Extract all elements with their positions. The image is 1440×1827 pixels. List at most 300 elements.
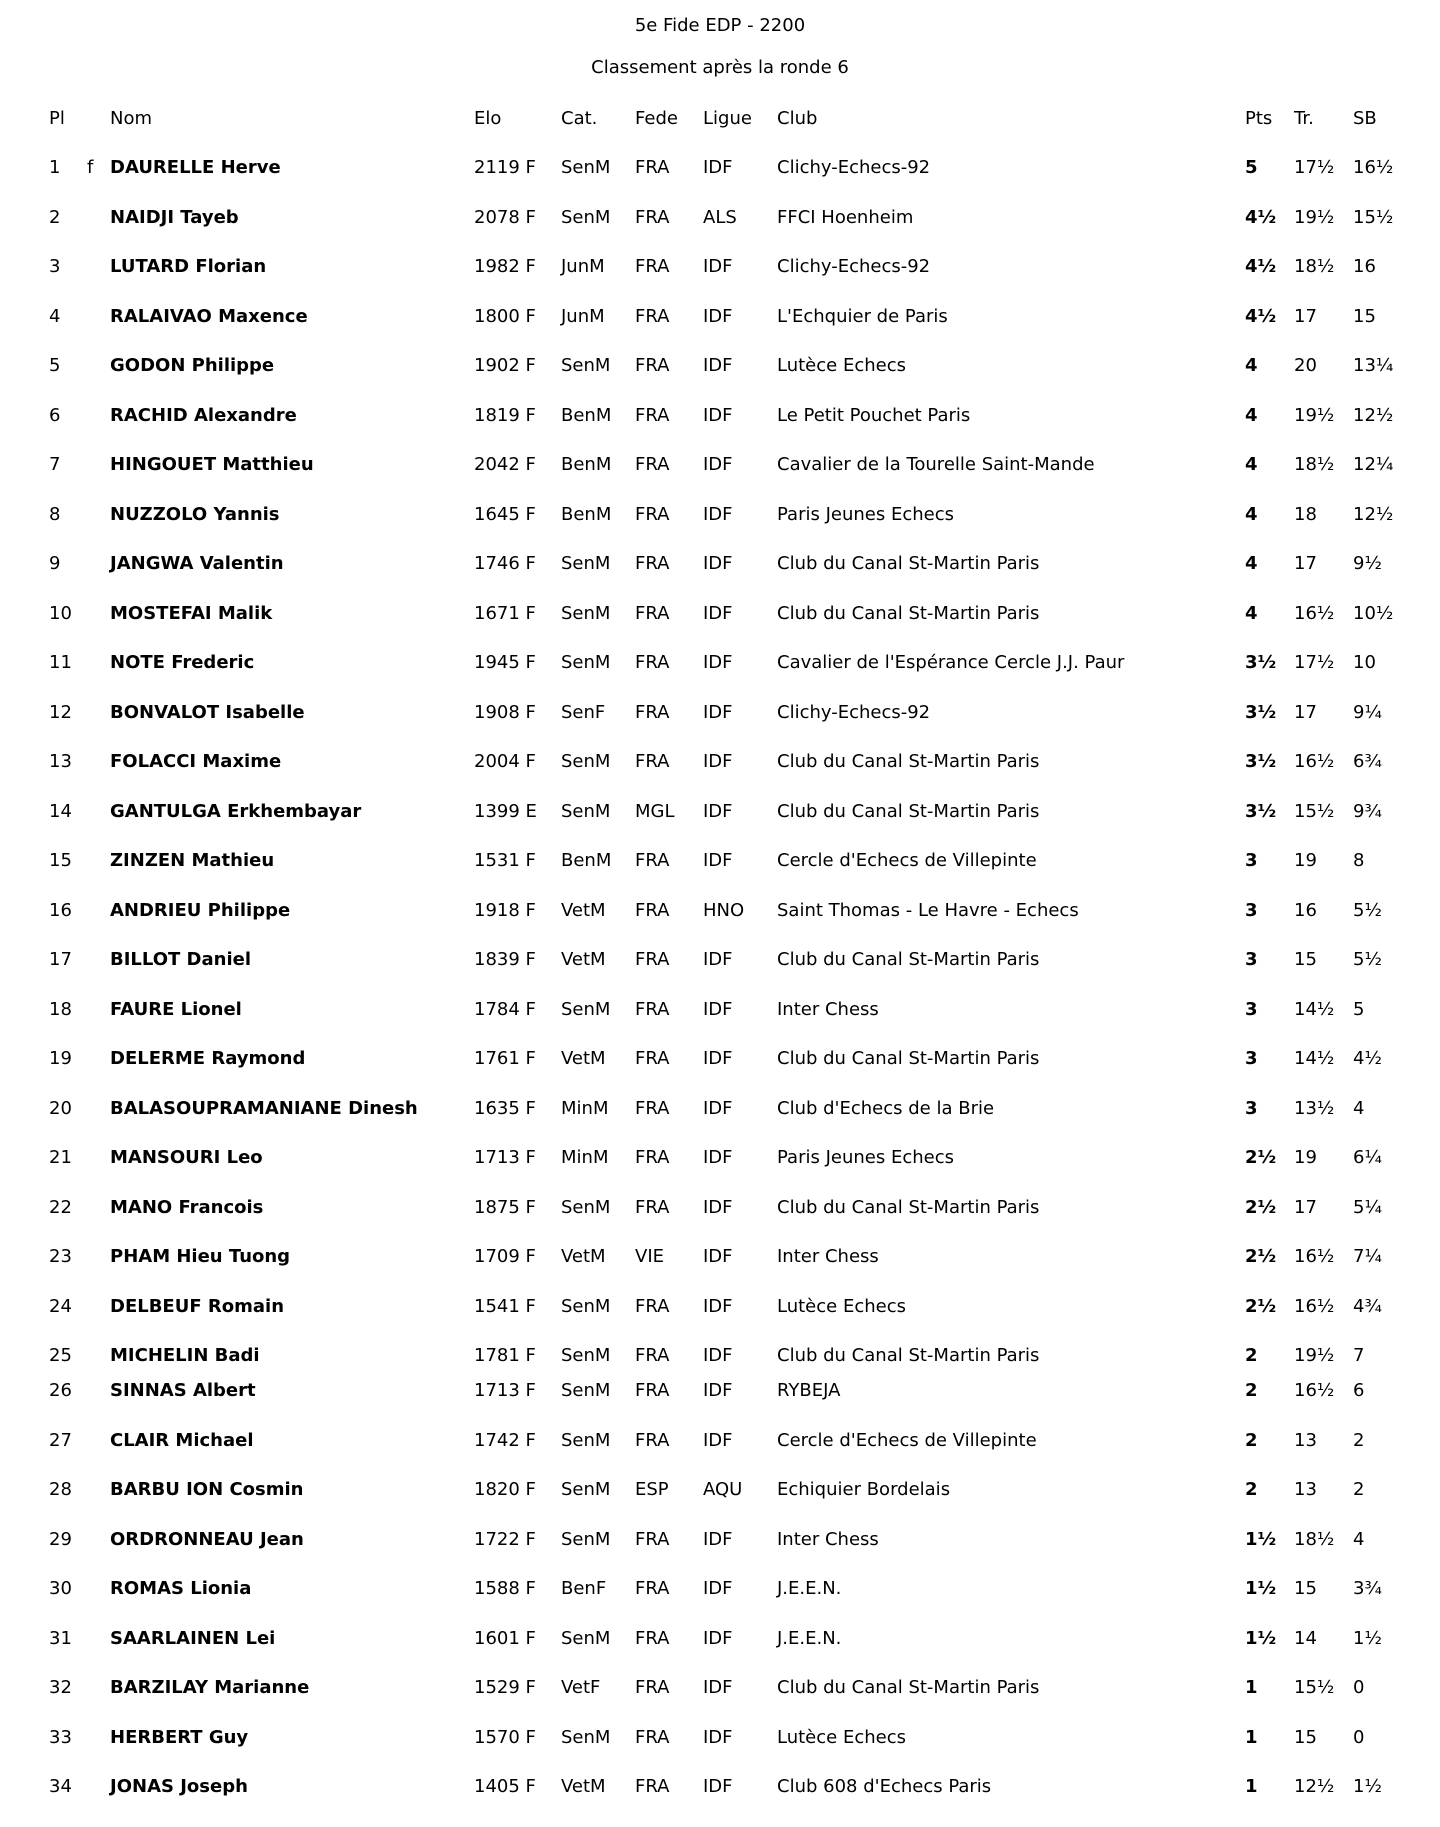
- table-row: [0, 801, 1440, 831]
- points-cell: 4: [1245, 355, 1258, 376]
- federation-cell: FRA: [635, 1147, 670, 1168]
- tiebreak-tr-cell: 12½: [1294, 1776, 1335, 1797]
- rank-cell: 1: [49, 157, 61, 178]
- category-cell: SenM: [561, 751, 611, 772]
- federation-cell: FRA: [635, 157, 670, 178]
- club-cell: FFCI Hoenheim: [777, 206, 914, 228]
- league-cell: IDF: [703, 305, 733, 327]
- rank-cell: 26: [49, 1380, 72, 1401]
- club-cell: Club du Canal St-Martin Paris: [777, 1196, 1040, 1218]
- category-cell: SenM: [561, 602, 611, 624]
- rank-cell: 27: [49, 1429, 72, 1451]
- league-cell: IDF: [703, 1246, 733, 1267]
- club-cell: Cavalier de l'Espérance Cercle J.J. Paur: [777, 652, 1125, 673]
- league-cell: IDF: [703, 1295, 733, 1317]
- rank-cell: 23: [49, 1246, 72, 1267]
- player-name: LUTARD Florian: [110, 256, 267, 277]
- tiebreak-tr-cell: 17½: [1294, 652, 1335, 673]
- tiebreak-sb-cell: 4: [1353, 1097, 1365, 1119]
- header-elo: Elo: [474, 108, 502, 129]
- tiebreak-sb-cell: 10: [1353, 652, 1376, 673]
- points-cell: 3: [1245, 899, 1258, 921]
- player-name: RACHID Alexandre: [110, 404, 297, 426]
- league-cell: IDF: [703, 553, 733, 574]
- tiebreak-tr-cell: 15: [1294, 1726, 1317, 1748]
- category-cell: SenM: [561, 1380, 611, 1401]
- points-cell: 4: [1245, 503, 1258, 525]
- elo-cell: 1761 F: [474, 1048, 536, 1069]
- federation-cell: FRA: [635, 701, 670, 723]
- federation-cell: FRA: [635, 404, 670, 426]
- points-cell: 2½: [1245, 1196, 1277, 1218]
- tiebreak-sb-cell: 15½: [1353, 206, 1394, 228]
- club-cell: Club d'Echecs de la Brie: [777, 1097, 995, 1119]
- category-cell: SenM: [561, 1479, 611, 1500]
- league-cell: IDF: [703, 1097, 733, 1119]
- elo-cell: 1908 F: [474, 701, 536, 723]
- header-ligue: Ligue: [703, 108, 752, 129]
- club-cell: Lutèce Echecs: [777, 1726, 906, 1748]
- league-cell: IDF: [703, 751, 733, 772]
- table-row: [0, 1727, 1440, 1757]
- tiebreak-sb-cell: 7¼: [1353, 1246, 1382, 1267]
- tiebreak-tr-cell: 19: [1294, 1147, 1317, 1168]
- table-row: [0, 603, 1440, 633]
- category-cell: BenM: [561, 503, 612, 525]
- tiebreak-tr-cell: 17½: [1294, 157, 1335, 178]
- tiebreak-tr-cell: 15½: [1294, 1677, 1335, 1698]
- club-cell: Club du Canal St-Martin Paris: [777, 1677, 1040, 1698]
- federation-cell: FRA: [635, 1627, 670, 1649]
- tiebreak-sb-cell: 9½: [1353, 553, 1382, 574]
- league-cell: IDF: [703, 1429, 733, 1451]
- federation-cell: FRA: [635, 553, 670, 574]
- player-name: JANGWA Valentin: [110, 553, 284, 574]
- tiebreak-sb-cell: 5: [1353, 998, 1365, 1020]
- league-cell: IDF: [703, 1776, 733, 1797]
- player-name: NUZZOLO Yannis: [110, 503, 280, 525]
- tiebreak-sb-cell: 3¾: [1353, 1578, 1382, 1599]
- table-row: [0, 454, 1440, 484]
- federation-cell: FRA: [635, 1380, 670, 1401]
- header-tr: Tr.: [1294, 108, 1314, 129]
- player-name: MANO Francois: [110, 1196, 264, 1218]
- points-cell: 4: [1245, 602, 1258, 624]
- club-cell: Lutèce Echecs: [777, 1295, 906, 1317]
- tiebreak-tr-cell: 16½: [1294, 1295, 1335, 1317]
- tiebreak-sb-cell: 4¾: [1353, 1295, 1382, 1317]
- player-name: SAARLAINEN Lei: [110, 1627, 276, 1649]
- points-cell: 4½: [1245, 206, 1277, 228]
- player-name: BALASOUPRAMANIANE Dinesh: [110, 1097, 418, 1119]
- club-cell: Inter Chess: [777, 998, 879, 1020]
- category-cell: JunM: [561, 305, 605, 327]
- tiebreak-tr-cell: 19: [1294, 850, 1317, 871]
- tiebreak-tr-cell: 14½: [1294, 998, 1335, 1020]
- club-cell: Lutèce Echecs: [777, 355, 906, 376]
- player-name: MOSTEFAI Malik: [110, 602, 273, 624]
- player-name: BARZILAY Marianne: [110, 1677, 310, 1698]
- points-cell: 4: [1245, 404, 1258, 426]
- rank-cell: 3: [49, 256, 61, 277]
- player-name: ORDRONNEAU Jean: [110, 1528, 304, 1550]
- elo-cell: 1820 F: [474, 1479, 536, 1500]
- tiebreak-sb-cell: 9¼: [1353, 701, 1382, 723]
- table-row: [0, 405, 1440, 435]
- tiebreak-sb-cell: 15: [1353, 305, 1376, 327]
- table-row: [0, 1529, 1440, 1559]
- category-cell: SenM: [561, 1196, 611, 1218]
- elo-cell: 2042 F: [474, 454, 536, 475]
- category-cell: BenM: [561, 850, 612, 871]
- rank-cell: 17: [49, 949, 72, 970]
- points-cell: 3: [1245, 1097, 1258, 1119]
- league-cell: HNO: [703, 899, 745, 921]
- federation-cell: FRA: [635, 998, 670, 1020]
- table-row: [0, 702, 1440, 732]
- category-cell: SenM: [561, 1726, 611, 1748]
- league-cell: IDF: [703, 503, 733, 525]
- header-fede: Fede: [635, 108, 678, 129]
- category-cell: BenF: [561, 1578, 607, 1599]
- page-title: 5e Fide EDP - 2200: [634, 15, 806, 36]
- rank-cell: 29: [49, 1528, 72, 1550]
- header-club: Club: [777, 108, 818, 129]
- league-cell: IDF: [703, 949, 733, 970]
- elo-cell: 1784 F: [474, 998, 536, 1020]
- league-cell: IDF: [703, 602, 733, 624]
- club-cell: Club du Canal St-Martin Paris: [777, 949, 1040, 970]
- player-name: JONAS Joseph: [110, 1776, 248, 1797]
- league-cell: IDF: [703, 355, 733, 376]
- rank-cell: 32: [49, 1677, 72, 1698]
- tiebreak-tr-cell: 20: [1294, 355, 1317, 376]
- table-row: [0, 1479, 1440, 1509]
- tiebreak-sb-cell: 4½: [1353, 1048, 1382, 1069]
- points-cell: 1½: [1245, 1627, 1277, 1649]
- player-name: BONVALOT Isabelle: [110, 701, 305, 723]
- federation-cell: FRA: [635, 1097, 670, 1119]
- elo-cell: 1671 F: [474, 602, 536, 624]
- club-cell: Club du Canal St-Martin Paris: [777, 602, 1040, 624]
- category-cell: VetM: [561, 1246, 606, 1267]
- rank-cell: 12: [49, 701, 72, 723]
- tiebreak-sb-cell: 16: [1353, 256, 1376, 277]
- league-cell: IDF: [703, 652, 733, 673]
- rank-cell: 34: [49, 1776, 72, 1797]
- category-cell: MinM: [561, 1147, 609, 1168]
- tiebreak-sb-cell: 5½: [1353, 899, 1382, 921]
- tiebreak-tr-cell: 19½: [1294, 404, 1335, 426]
- category-cell: SenM: [561, 1429, 611, 1451]
- tiebreak-tr-cell: 18: [1294, 503, 1317, 525]
- points-cell: 1½: [1245, 1578, 1277, 1599]
- league-cell: IDF: [703, 256, 733, 277]
- club-cell: Inter Chess: [777, 1528, 879, 1550]
- points-cell: 1: [1245, 1726, 1258, 1748]
- tiebreak-tr-cell: 15: [1294, 949, 1317, 970]
- rank-cell: 28: [49, 1479, 72, 1500]
- club-cell: Paris Jeunes Echecs: [777, 503, 954, 525]
- tiebreak-tr-cell: 19½: [1294, 206, 1335, 228]
- points-cell: 3½: [1245, 800, 1277, 822]
- tiebreak-tr-cell: 14½: [1294, 1048, 1335, 1069]
- federation-cell: FRA: [635, 1196, 670, 1218]
- club-cell: J.E.E.N.: [777, 1578, 842, 1599]
- points-cell: 2½: [1245, 1147, 1277, 1168]
- federation-cell: FRA: [635, 1578, 670, 1599]
- league-cell: IDF: [703, 1528, 733, 1550]
- federation-cell: FRA: [635, 602, 670, 624]
- elo-cell: 1722 F: [474, 1528, 536, 1550]
- player-name: HINGOUET Matthieu: [110, 454, 314, 475]
- table-row: [0, 1430, 1440, 1460]
- tiebreak-sb-cell: 8: [1353, 850, 1365, 871]
- tiebreak-tr-cell: 17: [1294, 701, 1317, 723]
- tiebreak-sb-cell: 6¾: [1353, 751, 1382, 772]
- player-name: MICHELIN Badi: [110, 1345, 260, 1366]
- player-name: DELERME Raymond: [110, 1048, 306, 1069]
- player-name: ANDRIEU Philippe: [110, 899, 291, 921]
- tiebreak-tr-cell: 14: [1294, 1627, 1317, 1649]
- federation-cell: FRA: [635, 751, 670, 772]
- tiebreak-tr-cell: 13½: [1294, 1097, 1335, 1119]
- league-cell: IDF: [703, 1196, 733, 1218]
- points-cell: 2: [1245, 1429, 1258, 1451]
- rank-cell: 4: [49, 305, 61, 327]
- elo-cell: 1713 F: [474, 1380, 536, 1401]
- points-cell: 3½: [1245, 751, 1277, 772]
- rank-cell: 21: [49, 1147, 72, 1168]
- club-cell: Club du Canal St-Martin Paris: [777, 800, 1040, 822]
- federation-cell: FRA: [635, 206, 670, 228]
- rank-cell: 31: [49, 1627, 72, 1649]
- league-cell: IDF: [703, 701, 733, 723]
- category-cell: MinM: [561, 1097, 609, 1119]
- points-cell: 4½: [1245, 256, 1277, 277]
- table-row: [0, 751, 1440, 781]
- rank-cell: 13: [49, 751, 72, 772]
- elo-cell: 1601 F: [474, 1627, 536, 1649]
- tiebreak-sb-cell: 2: [1353, 1429, 1365, 1451]
- tiebreak-tr-cell: 16½: [1294, 1380, 1335, 1401]
- federation-cell: FRA: [635, 256, 670, 277]
- club-cell: Club 608 d'Echecs Paris: [777, 1776, 992, 1797]
- points-cell: 4: [1245, 553, 1258, 574]
- rank-cell: 33: [49, 1726, 72, 1748]
- tiebreak-sb-cell: 1½: [1353, 1776, 1382, 1797]
- points-cell: 2: [1245, 1380, 1258, 1401]
- category-cell: SenM: [561, 355, 611, 376]
- rank-cell: 25: [49, 1345, 72, 1366]
- points-cell: 3: [1245, 850, 1258, 871]
- table-row: [0, 900, 1440, 930]
- league-cell: IDF: [703, 1578, 733, 1599]
- tiebreak-sb-cell: 12½: [1353, 503, 1394, 525]
- table-row: [0, 306, 1440, 336]
- category-cell: BenM: [561, 404, 612, 426]
- rank-cell: 16: [49, 899, 72, 921]
- tiebreak-tr-cell: 15½: [1294, 800, 1335, 822]
- category-cell: SenM: [561, 800, 611, 822]
- tiebreak-tr-cell: 18½: [1294, 256, 1335, 277]
- points-cell: 3½: [1245, 652, 1277, 673]
- rank-cell: 22: [49, 1196, 72, 1218]
- elo-cell: 2078 F: [474, 206, 536, 228]
- tiebreak-sb-cell: 10½: [1353, 602, 1394, 624]
- club-cell: L'Echquier de Paris: [777, 305, 948, 327]
- club-cell: Club du Canal St-Martin Paris: [777, 1345, 1040, 1366]
- tiebreak-tr-cell: 15: [1294, 1578, 1317, 1599]
- club-cell: Clichy-Echecs-92: [777, 701, 931, 723]
- league-cell: IDF: [703, 998, 733, 1020]
- club-cell: Paris Jeunes Echecs: [777, 1147, 954, 1168]
- points-cell: 5: [1245, 157, 1258, 178]
- league-cell: IDF: [703, 850, 733, 871]
- table-row: [0, 1246, 1440, 1276]
- club-cell: Saint Thomas - Le Havre - Echecs: [777, 899, 1079, 921]
- category-cell: SenM: [561, 1295, 611, 1317]
- tiebreak-sb-cell: 0: [1353, 1726, 1365, 1748]
- table-row: [0, 999, 1440, 1029]
- league-cell: AQU: [703, 1479, 743, 1500]
- club-cell: Echiquier Bordelais: [777, 1479, 951, 1500]
- rank-cell: 15: [49, 850, 72, 871]
- player-name: ROMAS Lionia: [110, 1578, 252, 1599]
- table-row: [0, 207, 1440, 237]
- tiebreak-tr-cell: 16½: [1294, 751, 1335, 772]
- points-cell: 1½: [1245, 1528, 1277, 1550]
- table-row: [0, 1147, 1440, 1177]
- points-cell: 3: [1245, 998, 1258, 1020]
- header-pl: Pl: [49, 108, 65, 129]
- league-cell: IDF: [703, 1147, 733, 1168]
- elo-cell: 2004 F: [474, 751, 536, 772]
- table-row: [0, 1578, 1440, 1608]
- category-cell: VetM: [561, 949, 606, 970]
- elo-cell: 1713 F: [474, 1147, 536, 1168]
- tiebreak-sb-cell: 12¼: [1353, 454, 1394, 475]
- player-name: RALAIVAO Maxence: [110, 305, 308, 327]
- league-cell: ALS: [703, 206, 737, 228]
- rank-cell: 6: [49, 404, 61, 426]
- tiebreak-sb-cell: 1½: [1353, 1627, 1382, 1649]
- tiebreak-sb-cell: 6: [1353, 1380, 1365, 1401]
- category-cell: SenM: [561, 157, 611, 178]
- tiebreak-sb-cell: 4: [1353, 1528, 1365, 1550]
- tiebreak-tr-cell: 18½: [1294, 454, 1335, 475]
- table-row: [0, 652, 1440, 682]
- federation-cell: FRA: [635, 949, 670, 970]
- points-cell: 2½: [1245, 1246, 1277, 1267]
- points-cell: 3: [1245, 1048, 1258, 1069]
- league-cell: IDF: [703, 800, 733, 822]
- player-name: DAURELLE Herve: [110, 157, 281, 178]
- tiebreak-sb-cell: 5¼: [1353, 1196, 1382, 1218]
- elo-cell: 1800 F: [474, 305, 536, 327]
- table-row: [0, 1345, 1440, 1375]
- category-cell: SenM: [561, 206, 611, 228]
- elo-cell: 1399 E: [474, 800, 537, 822]
- federation-cell: FRA: [635, 305, 670, 327]
- tiebreak-sb-cell: 13¼: [1353, 355, 1394, 376]
- points-cell: 3½: [1245, 701, 1277, 723]
- federation-cell: MGL: [635, 800, 675, 822]
- federation-cell: FRA: [635, 1345, 670, 1366]
- federation-cell: ESP: [635, 1479, 669, 1500]
- points-cell: 4½: [1245, 305, 1277, 327]
- player-name: BARBU ION Cosmin: [110, 1479, 304, 1500]
- table-row: [0, 850, 1440, 880]
- league-cell: IDF: [703, 1380, 733, 1401]
- elo-cell: 1588 F: [474, 1578, 536, 1599]
- elo-cell: 2119 F: [474, 157, 536, 178]
- table-row: [0, 1677, 1440, 1707]
- tiebreak-tr-cell: 16½: [1294, 602, 1335, 624]
- elo-cell: 1541 F: [474, 1295, 536, 1317]
- player-name: BILLOT Daniel: [110, 949, 252, 970]
- points-cell: 1: [1245, 1776, 1258, 1797]
- page-subtitle: Classement après la ronde 6: [591, 57, 849, 78]
- elo-cell: 1819 F: [474, 404, 536, 426]
- tiebreak-tr-cell: 16½: [1294, 1246, 1335, 1267]
- federation-cell: FRA: [635, 503, 670, 525]
- league-cell: IDF: [703, 1345, 733, 1366]
- category-cell: SenM: [561, 1528, 611, 1550]
- federation-cell: FRA: [635, 355, 670, 376]
- league-cell: IDF: [703, 1677, 733, 1698]
- header-sb: SB: [1353, 108, 1377, 129]
- federation-cell: FRA: [635, 899, 670, 921]
- club-cell: Inter Chess: [777, 1246, 879, 1267]
- player-name: FAURE Lionel: [110, 998, 242, 1020]
- table-row: [0, 1628, 1440, 1658]
- player-name: SINNAS Albert: [110, 1380, 256, 1401]
- rank-cell: 8: [49, 503, 61, 525]
- club-cell: Cercle d'Echecs de Villepinte: [777, 1429, 1037, 1451]
- tiebreak-tr-cell: 13: [1294, 1479, 1317, 1500]
- tiebreak-sb-cell: 16½: [1353, 157, 1394, 178]
- header-cat: Cat.: [561, 108, 598, 129]
- category-cell: VetM: [561, 1776, 606, 1797]
- club-cell: Cavalier de la Tourelle Saint-Mande: [777, 454, 1095, 475]
- player-name: DELBEUF Romain: [110, 1295, 285, 1317]
- tiebreak-sb-cell: 5½: [1353, 949, 1382, 970]
- elo-cell: 1570 F: [474, 1726, 536, 1748]
- elo-cell: 1746 F: [474, 553, 536, 574]
- rank-cell: 18: [49, 998, 72, 1020]
- rank-cell: 9: [49, 553, 61, 574]
- table-row: [0, 1197, 1440, 1227]
- league-cell: IDF: [703, 454, 733, 475]
- federation-cell: FRA: [635, 1776, 670, 1797]
- tiebreak-sb-cell: 9¾: [1353, 800, 1382, 822]
- category-cell: SenM: [561, 1345, 611, 1366]
- club-cell: Clichy-Echecs-92: [777, 157, 931, 178]
- tiebreak-tr-cell: 19½: [1294, 1345, 1335, 1366]
- tiebreak-sb-cell: 2: [1353, 1479, 1365, 1500]
- category-cell: SenM: [561, 1627, 611, 1649]
- table-row: [0, 256, 1440, 286]
- tiebreak-tr-cell: 17: [1294, 1196, 1317, 1218]
- federation-cell: FRA: [635, 850, 670, 871]
- rank-cell: 11: [49, 652, 72, 673]
- points-cell: 4: [1245, 454, 1258, 475]
- league-cell: IDF: [703, 1048, 733, 1069]
- player-name: NOTE Frederic: [110, 652, 255, 673]
- elo-cell: 1982 F: [474, 256, 536, 277]
- league-cell: IDF: [703, 157, 733, 178]
